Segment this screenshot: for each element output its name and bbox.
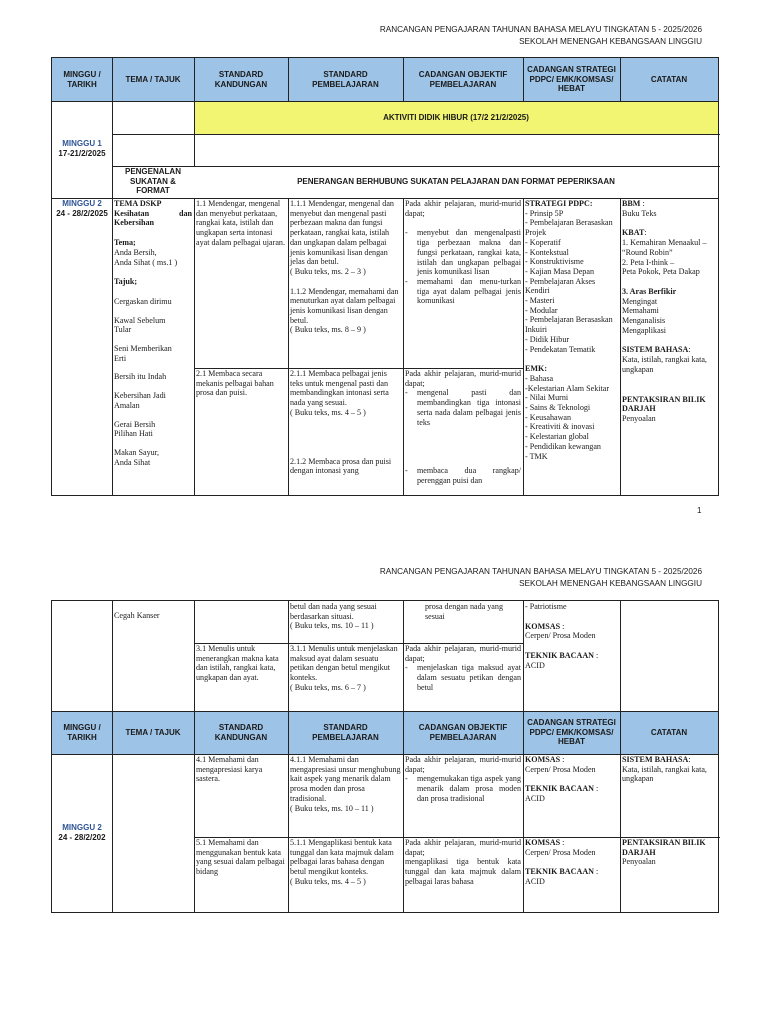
sp-3-1-1: 3.1.1 Menulis untuk menjelaskan maksud ayat dalam sesuatu petikan dengan betul mengikut konteks.: [290, 644, 398, 683]
sp-2-1-cell: [288, 368, 403, 496]
sp-4-1-1: 4.1.1 Memahami dan mengapresiasi unsur menghubung kait aspek yang menarik dalam prosa moden dan prosa tradisional.: [290, 755, 401, 803]
col-minggu-header: MINGGU / TARIKH: [52, 58, 112, 101]
aktiviti-banner: AKTIVITI DIDIK HIBUR (17/2 21/2/2025): [194, 101, 718, 134]
sk-2-1-cell: 2.1 Membaca secara mekanis pelbagai bahan prosa dan puisi.: [196, 369, 274, 398]
header-title: RANCANGAN PENGAJARAN TAHUNAN BAHASA MELAYU TINGKATAN 5 - 2025/2026: [379, 25, 702, 34]
sp-5-1-1-ref: ( Buku teks, ms. 4 – 5 ): [290, 876, 366, 886]
objektif-2-cell: [403, 368, 523, 496]
col-tema-header: TEMA / TAJUK: [112, 711, 194, 754]
header-school: SEKOLAH MENENGAH KEBANGSAAN LINGGIU: [519, 579, 702, 588]
minggu-2-cell: [52, 198, 112, 288]
strategi-item: - Koperatif: [525, 237, 561, 247]
objektif-4-cell: [403, 754, 523, 837]
col-sp-header: STANDARD PEMBELAJARAN: [288, 58, 403, 101]
sk-1-1-cell: 1.1 Mendengar, mengenal dan menyebut perkataan, rangkai kata, istilah dan ungkapan serta intonasi ayat dalam pelbagai ujaran.: [196, 199, 285, 247]
objektif-intro: Pada akhir pelajaran, murid-murid dapat;: [405, 755, 521, 774]
minggu-2b-label: MINGGU 2: [62, 823, 102, 833]
cont-sp-ref: ( Buku teks, ms. 10 – 11 ): [290, 621, 374, 631]
komsas-text: Cerpen/ Prosa Moden: [525, 847, 596, 857]
strategi-item: - Pembelajaran Berasaskan Inkuiri: [525, 315, 613, 335]
kbat-item: 2. Peta I-think –: [622, 257, 675, 267]
objektif-item: - menjelaskan tiga maksud ayat dalam sesuatu petikan dengan betul: [405, 663, 521, 692]
tajuk-item: Cergaskan dirimu: [114, 296, 172, 306]
objektif-1-cell: [403, 198, 523, 368]
minggu-1-cell: [52, 134, 112, 166]
emk-title: EMK:: [525, 364, 548, 374]
sp-1-1-2-ref: ( Buku teks, ms. 8 – 9 ): [290, 325, 366, 335]
emk-item: - Sains & Teknologi: [525, 403, 591, 413]
sistem-bahasa-text: Kata, istilah, rangkai kata, ungkapan: [622, 764, 707, 784]
penerangan-cell: PENERANGAN BERHUBUNG SUKATAN PELAJARAN DAN FORMAT PEPERIKSAAN: [297, 177, 615, 187]
page-header-2: [380, 566, 702, 590]
sp-1-1-1-ref: ( Buku teks, ms. 2 – 3 ): [290, 266, 366, 276]
objektif-item: - menyebut dan mengenalpasti tiga perbezaan makna dan fungsi perkataan, rangkai kata, istilah dan ungkapan pelbagai jenis komunikasi lisan: [405, 228, 521, 277]
tema-label: Tema;: [114, 238, 136, 248]
cont-sp: betul dan nada yang sesuai berdasarkan situasi.: [290, 602, 377, 621]
emk-item: - Bahasa: [525, 373, 554, 383]
kbat-item: 1. Kemahiran Menaakul – “Round Robin”: [622, 238, 707, 257]
col-sk-header: STANDARD KANDUNGAN: [194, 58, 288, 101]
page-header: [380, 24, 702, 48]
tajuk-item: Kawal Sebelum Tular: [114, 315, 166, 335]
col-catatan-header: CATATAN: [620, 711, 718, 754]
col-catatan-header: CATATAN: [620, 58, 718, 101]
minggu-2b-date: 24 - 28/2/202: [58, 833, 106, 842]
komsas-label: KOMSAS: [525, 755, 561, 764]
emk-item: - Keusahawan: [525, 412, 572, 422]
emk-item: - Kelestarian global: [525, 432, 589, 442]
emk-item: - Kreativiti & inovasi: [525, 422, 595, 432]
strategi-5-cell: KOMSAS : Cerpen/ Prosa Moden TEKNIK BACAAN : ACID: [523, 837, 620, 912]
pengenalan-cell: PENGENALAN SUKATAN & FORMAT: [124, 167, 181, 195]
col-sk-header: STANDARD KANDUNGAN: [194, 711, 288, 754]
tema-title: Kesihatan dan Kebersihan: [114, 208, 192, 228]
sp-1-1-cell: [288, 198, 403, 368]
tajuk-item: Gerai Bersih Pilihan Hati: [114, 419, 156, 439]
sp-2-1-2: 2.1.2 Membaca prosa dan puisi dengan intonasi yang: [290, 456, 392, 476]
kbat-item: Peta Pokok, Peta Dakap: [622, 267, 700, 277]
komsas-text: Cerpen/ Prosa Moden: [525, 764, 596, 774]
teknik-text: ACID: [525, 660, 545, 670]
strategi-item: - Prinsip 5P: [525, 208, 564, 218]
strategi-item: - Kajian Masa Depan: [525, 266, 594, 276]
catatan-cell: BBM : Buku Teks KBAT: 1. Kemahiran Menaakul – “Round Robin” 2. Peta I-think – Peta Pokok, Peta Dakap 3. Aras Berfikir Mengingat Memahami Menganalisis Mengaplikasi SISTEM BAHASA: Kata, istilah, rangkai kata, ungkapan PENTAKSIRAN BILIK DARJAH Penyoalan: [620, 198, 718, 496]
teknik-text: ACID: [525, 794, 545, 804]
emk-item: - Pendidikan kewangan: [525, 441, 601, 451]
cont-strategi-item: - Patriotisme: [525, 602, 567, 611]
tajuk-item: Seni Memberikan Erti: [114, 344, 172, 363]
catatan-5-cell: [620, 837, 718, 912]
tema-line-1: Anda Bersih,: [114, 247, 157, 257]
sk-3-1-cell: 3.1 Menulis untuk menerangkan makna kata dan istilah, rangkai kata, ungkapan dan ayat.: [196, 644, 279, 683]
minggu-2-date: 24 - 28/2/2025: [56, 208, 108, 218]
tajuk-label: Tajuk;: [114, 277, 138, 287]
sp-2-1-1: 2.1.1 Membaca pelbagai jenis teks untuk mengenal pasti dan membandingkan intonasi serta nada yang sesuai.: [290, 369, 389, 408]
sistem-bahasa-label: SISTEM BAHASA: [622, 345, 689, 355]
sp-4-1-cell: [288, 754, 403, 837]
sp-3-1-1-ref: ( Buku teks, ms. 6 – 7 ): [290, 682, 366, 692]
objektif-5-cell: [403, 837, 523, 912]
sistem-bahasa-label: SISTEM BAHASA: [622, 755, 689, 764]
tajuk-item: Makan Sayur, Anda Sihat: [114, 447, 160, 467]
objektif-intro: Pada akhir pelajaran, murid-murid dapat;: [405, 838, 521, 857]
sp-2-1-1-ref: ( Buku teks, ms. 4 – 5 ): [290, 407, 366, 417]
tema-cell: [112, 198, 194, 496]
minggu-2-label: MINGGU 2: [62, 199, 102, 208]
bbm-text: Buku Teks: [622, 208, 657, 218]
strategi-item: - Konstruktivisme: [525, 257, 584, 267]
pentaksiran-label: PENTAKSIRAN BILIK DARJAH: [622, 838, 706, 857]
sp-1-1-2: 1.1.2 Mendengar, memahami dan menuturkan ayat dalam pelbagai jenis komunikasi lisan dengan betul.: [290, 286, 399, 325]
strategi-item: - Didik Hibur: [525, 334, 570, 344]
col-strategi-header: CADANGAN STRATEGI PDPC/ EMK/KOMSAS/ HEBAT: [523, 58, 620, 101]
tajuk-item: Bersih itu Indah: [114, 372, 167, 382]
sk-5-1-cell: 5.1 Memahami dan menggunakan bentuk kata yang sesuai dalam pelbagai bidang: [196, 838, 285, 877]
komsas-label: KOMSAS: [525, 621, 561, 631]
aras-item: Memahami: [622, 306, 659, 316]
emk-item: -Kelestarian Alam Sekitar: [525, 383, 610, 393]
sp-4-1-1-ref: ( Buku teks, ms. 10 – 11 ): [290, 803, 374, 813]
cont-strategi-cell: - Patriotisme KOMSAS : Cerpen/ Prosa Moden TEKNIK BACAAN : ACID: [523, 601, 620, 711]
strategi-title: STRATEGI PDPC:: [525, 199, 593, 208]
strategi-item: - Pendekatan Tematik: [525, 344, 596, 354]
teknik-label: TEKNIK BACAAN: [525, 867, 595, 877]
teknik-label: TEKNIK BACAAN: [525, 784, 595, 794]
minggu-2b-cell: [52, 754, 112, 912]
emk-item: - TMK: [525, 451, 548, 461]
objektif-intro: Pada akhir pelajaran, murid-murid dapat;: [405, 644, 521, 663]
teknik-text: ACID: [525, 877, 545, 887]
sistem-bahasa-text: Kata, istilah, rangkai kata, ungkapan: [622, 355, 707, 374]
strategi-4-cell: KOMSAS : Cerpen/ Prosa Moden TEKNIK BACAAN : ACID: [523, 754, 620, 837]
strategi-cell: [523, 198, 620, 496]
col-minggu-header: MINGGU / TARIKH: [52, 711, 112, 754]
objektif-item: - membaca dua rangkap/ perenggan puisi dan: [405, 466, 521, 485]
cont-sp-cell: [288, 601, 403, 643]
col-objektif-header: CADANGAN OBJEKTIF PEMBELAJARAN: [403, 58, 523, 101]
pentaksiran-text: Penyoalan: [622, 857, 656, 867]
strategi-item: - Modular: [525, 305, 558, 315]
tema-dskp: TEMA DSKP: [114, 199, 162, 208]
sp-5-1-cell: [288, 837, 403, 912]
objektif-item: - mengemukakan tiga aspek yang menarik dalam prosa moden dan prosa tradisional: [405, 774, 521, 803]
catatan-4-cell: SISTEM BAHASA: Kata, istilah, rangkai kata, ungkapan: [620, 754, 718, 837]
page-number: 1: [697, 506, 702, 515]
aras-label: 3. Aras Berfikir: [622, 286, 677, 296]
objektif-item: - mengenal pasti dan membandingkan tiga intonasi serta nada dalam pelbagai jenis teks: [405, 388, 521, 427]
emk-item: - Nilai Murni: [525, 393, 569, 403]
cont-tema-cell: Cegah Kanser: [114, 611, 160, 620]
sp-1-1-1: 1.1.1 Mendengar, mengenal dan menyebut dan mengenal pasti perbezaan makna dan fungsi perkataan, rangkai kata, istilah dan ungkapan dalam pelbagai jenis komunikasi lisan dengan jelas dan betul.: [290, 199, 394, 267]
objektif-3-cell: [403, 643, 523, 711]
bbm-label: BBM: [622, 199, 641, 208]
sp-5-1-1: 5.1.1 Mengaplikasi bentuk kata tunggal dan kata majmuk dalam pelbagai laras bahasa dengan betul mengikut konteks.: [290, 838, 394, 877]
teknik-label: TEKNIK BACAAN: [525, 651, 595, 661]
objektif-item: mengaplikasi tiga bentuk kata tunggal dan kata majmuk dalam pelbagai laras bahasa: [405, 857, 521, 886]
aras-item: Mengingat: [622, 296, 658, 306]
objektif-intro: Pada akhir pelajaran, murid-murid dapat;: [405, 369, 521, 388]
strategi-item: - Pembelajaran Akses Kendiri: [525, 276, 596, 296]
sk-4-1-cell: 4.1 Memahami dan mengapresiasi karya sastera.: [196, 755, 263, 784]
header-school: SEKOLAH MENENGAH KEBANGSAAN LINGGIU: [519, 37, 702, 46]
cont-objektif-cell: prosa dengan nada yang sesuai: [425, 602, 503, 621]
col-tema-header: TEMA / TAJUK: [112, 58, 194, 101]
komsas-text: Cerpen/ Prosa Moden: [525, 631, 596, 641]
sp-3-1-cell: [288, 643, 403, 711]
minggu-1-date: 17-21/2/2025: [58, 148, 106, 158]
strategi-item: - Kontekstual: [525, 247, 569, 257]
col-strategi-header: CADANGAN STRATEGI PDPC/ EMK/KOMSAS/ HEBAT: [523, 711, 620, 754]
lesson-plan-table-1: [51, 57, 719, 496]
strategi-item: - Pembelajaran Berasaskan Projek: [525, 218, 613, 238]
aras-item: Mengaplikasi: [622, 325, 667, 335]
pentaksiran-label: PENTAKSIRAN BILIK DARJAH: [622, 394, 706, 414]
tema-line-2: Anda Sihat ( ms.1 ): [114, 257, 178, 267]
col-sp-header: STANDARD PEMBELAJARAN: [288, 711, 403, 754]
komsas-label: KOMSAS: [525, 838, 561, 847]
objektif-item: - memahami dan menu-turkan tiga ayat dalam pelbagai jenis komunikasi: [405, 276, 521, 306]
kbat-label: KBAT: [622, 228, 645, 238]
col-objektif-header: CADANGAN OBJEKTIF PEMBELAJARAN: [403, 711, 523, 754]
pentaksiran-text: Penyoalan: [622, 413, 656, 423]
objektif-intro: Pada akhir pelajaran, murid-murid dapat;: [405, 199, 521, 218]
header-title: RANCANGAN PENGAJARAN TAHUNAN BAHASA MELAYU TINGKATAN 5 - 2025/2026: [379, 567, 702, 576]
strategi-item: - Masteri: [525, 296, 555, 306]
tajuk-item: Kebersihan Jadi Amalan: [114, 391, 166, 410]
lesson-plan-table-2: [51, 600, 719, 913]
aras-item: Menganalisis: [622, 316, 666, 326]
minggu-1-label: MINGGU 1: [62, 139, 102, 148]
